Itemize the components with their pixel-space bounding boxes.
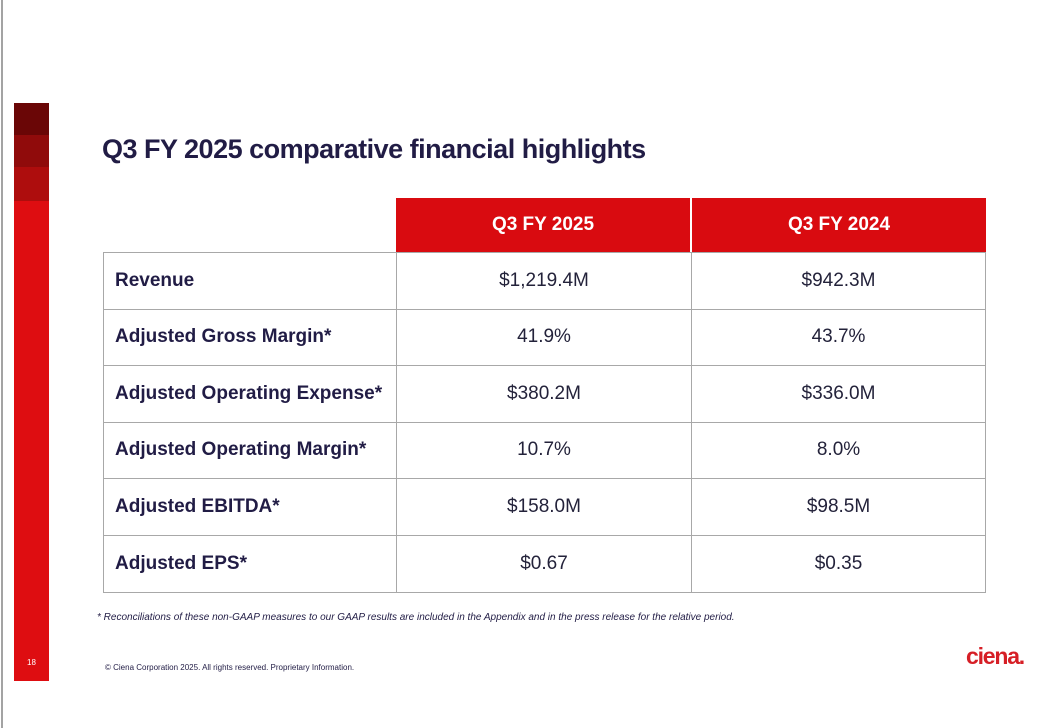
- accent-bar-segment-midred: [14, 167, 49, 201]
- page-edge-divider: [1, 0, 3, 728]
- financial-highlights-table: [103, 252, 986, 593]
- value-cell-q3fy2025: 10.7%: [397, 423, 692, 480]
- page-number: 18: [27, 658, 36, 667]
- value-cell-q3fy2024: $942.3M: [692, 253, 985, 310]
- value-cell-q3fy2024: $336.0M: [692, 366, 985, 423]
- value-cell-q3fy2025: $0.67: [397, 536, 692, 593]
- table-header-row: [396, 198, 986, 252]
- row-label: Adjusted Gross Margin*: [104, 310, 397, 367]
- footnote: * Reconciliations of these non-GAAP measures to our GAAP results are included in the Appendix and in the press release for the relative period.: [97, 612, 735, 623]
- value-cell-q3fy2024: $0.35: [692, 536, 985, 593]
- accent-bar-segment-bright: [14, 201, 49, 681]
- table-header-q3fy2024: Q3 FY 2024: [692, 198, 986, 252]
- value-cell-q3fy2025: 41.9%: [397, 310, 692, 367]
- value-cell-q3fy2024: $98.5M: [692, 479, 985, 536]
- value-cell-q3fy2025: $158.0M: [397, 479, 692, 536]
- accent-bar-segment-darkred: [14, 135, 49, 167]
- copyright-text: © Ciena Corporation 2025. All rights reserved. Proprietary Information.: [105, 663, 355, 672]
- row-label: Adjusted EPS*: [104, 536, 397, 593]
- value-cell-q3fy2024: 8.0%: [692, 423, 985, 480]
- value-cell-q3fy2025: $1,219.4M: [397, 253, 692, 310]
- red-accent-bar: [14, 103, 49, 681]
- row-label: Adjusted Operating Expense*: [104, 366, 397, 423]
- table-header-q3fy2025: Q3 FY 2025: [396, 198, 692, 252]
- value-cell-q3fy2024: 43.7%: [692, 310, 985, 367]
- value-cell-q3fy2025: $380.2M: [397, 366, 692, 423]
- accent-bar-segment-dark: [14, 103, 49, 135]
- ciena-logo: ciena.: [965, 643, 1024, 669]
- row-label: Adjusted Operating Margin*: [104, 423, 397, 480]
- row-label: Adjusted EBITDA*: [104, 479, 397, 536]
- slide-title: Q3 FY 2025 comparative financial highlights: [102, 134, 646, 164]
- row-label: Revenue: [104, 253, 397, 310]
